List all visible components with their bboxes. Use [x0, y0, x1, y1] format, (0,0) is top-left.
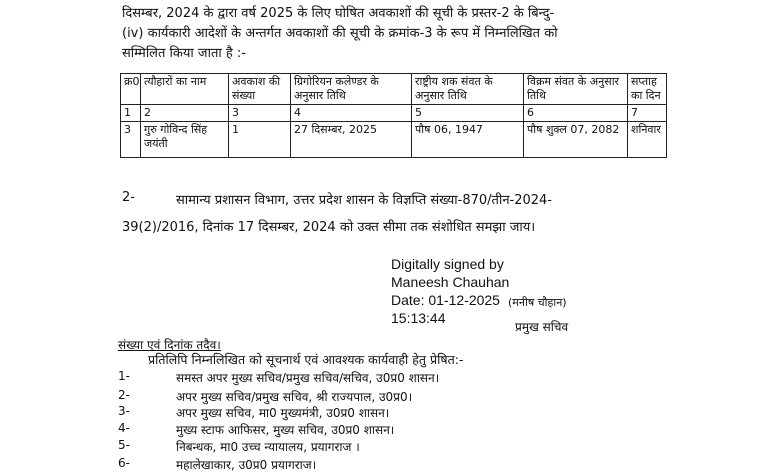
table-cell: 7 — [628, 105, 667, 122]
table-cell: पौष शुक्ल 07, 2082 — [524, 122, 628, 158]
paragraph-2-number: 2- — [122, 190, 135, 205]
digital-signature-date: Date: 01-12-2025 — [391, 292, 500, 308]
digital-signature-line-1: Digitally signed by — [391, 256, 504, 272]
list-item-number: 1- — [118, 369, 130, 383]
copy-intro: प्रतिलिपि निम्नलिखित को सूचनार्थ एवं आवश्यक कार्यवाही हेतु प्रेषित:- — [148, 352, 464, 367]
list-item-number: 3- — [118, 404, 130, 418]
table-row — [121, 122, 667, 158]
table-cell: गुरु गोविन्द सिंह जयंती — [141, 122, 229, 158]
digital-signature-time: 15:13:44 — [391, 310, 446, 326]
table-cell: 3 — [229, 105, 291, 122]
list-item: समस्त अपर मुख्य सचिव/प्रमुख सचिव/सचिव, उ0प्र0 शासन। — [176, 371, 440, 385]
digital-signature-name: Maneesh Chauhan — [391, 274, 510, 290]
list-item: अपर मुख्य सचिव, मा0 मुख्यमंत्री, उ0प्र0 शासन। — [176, 406, 390, 420]
table-header-cell: त्यौहारों का नाम — [141, 74, 229, 105]
table-cell: 4 — [291, 105, 412, 122]
intro-line-2: (iv) कार्यकारी आदेशों के अन्तर्गत अवकाशों की सूची के क्रमांक-3 के रूप में निम्नलिखित को — [122, 26, 558, 41]
list-item-number: 4- — [118, 421, 130, 435]
table-index-row — [121, 105, 667, 122]
table-header-cell: राष्ट्रीय शक संवत के अनुसार तिथि — [412, 74, 524, 105]
table-header-cell: क्र0 — [121, 74, 141, 105]
table-header-row — [121, 74, 667, 105]
intro-line-1: दिसम्बर, 2024 के द्वारा वर्ष 2025 के लिए घोषित अवकाशों की सूची के प्रस्तर-2 के बिन्दु- — [122, 6, 555, 21]
list-item: मुख्य स्टाफ आफिसर, मुख्य सचिव, उ0प्र0 शासन। — [176, 423, 395, 437]
intro-line-3: सम्मिलित किया जाता है :- — [122, 46, 246, 61]
list-item: अपर मुख्य सचिव/प्रमुख सचिव, श्री राज्यपाल, उ0प्र0। — [176, 390, 413, 404]
signatory-designation: प्रमुख सचिव — [515, 320, 569, 334]
paragraph-2-line-1: सामान्य प्रशासन विभाग, उत्तर प्रदेश शासन के विज्ञप्ति संख्या-870/तीन-2024- — [176, 193, 552, 208]
table-cell: 27 दिसम्बर, 2025 — [291, 122, 412, 158]
reference-line: संख्या एवं दिनांक तदैव। — [118, 338, 221, 352]
table-cell: 1 — [121, 105, 141, 122]
table-cell: 5 — [412, 105, 524, 122]
table-header-cell: सप्ताह का दिन — [628, 74, 667, 105]
table-cell: 3 — [121, 122, 141, 158]
paragraph-2-line-2: 39(2)/2016, दिनांक 17 दिसम्बर, 2024 को उक्त सीमा तक संशोधित समझा जाय। — [122, 220, 536, 235]
list-item-number: 2- — [118, 388, 130, 402]
table-cell: 6 — [524, 105, 628, 122]
holiday-table — [120, 73, 667, 158]
table-cell: पौष 06, 1947 — [412, 122, 524, 158]
list-item-number: 6- — [118, 456, 130, 470]
table-header-cell: विक्रम संवत के अनुसार तिथि — [524, 74, 628, 105]
table-cell: 2 — [141, 105, 229, 122]
table-cell: शनिवार — [628, 122, 667, 158]
list-item: महालेखाकार, उ0प्र0 प्रयागराज। — [176, 458, 317, 472]
table-cell: 1 — [229, 122, 291, 158]
list-item-number: 5- — [118, 438, 130, 452]
table-header-cell: अवकाश की संख्या — [229, 74, 291, 105]
list-item: निबन्धक, मा0 उच्च न्यायालय, प्रयागराज । — [176, 440, 360, 454]
table-header-cell: ग्रिगोरियन कलेण्डर के अनुसार तिथि — [291, 74, 412, 105]
signatory-hindi-name: (मनीष चौहान) — [508, 296, 567, 309]
